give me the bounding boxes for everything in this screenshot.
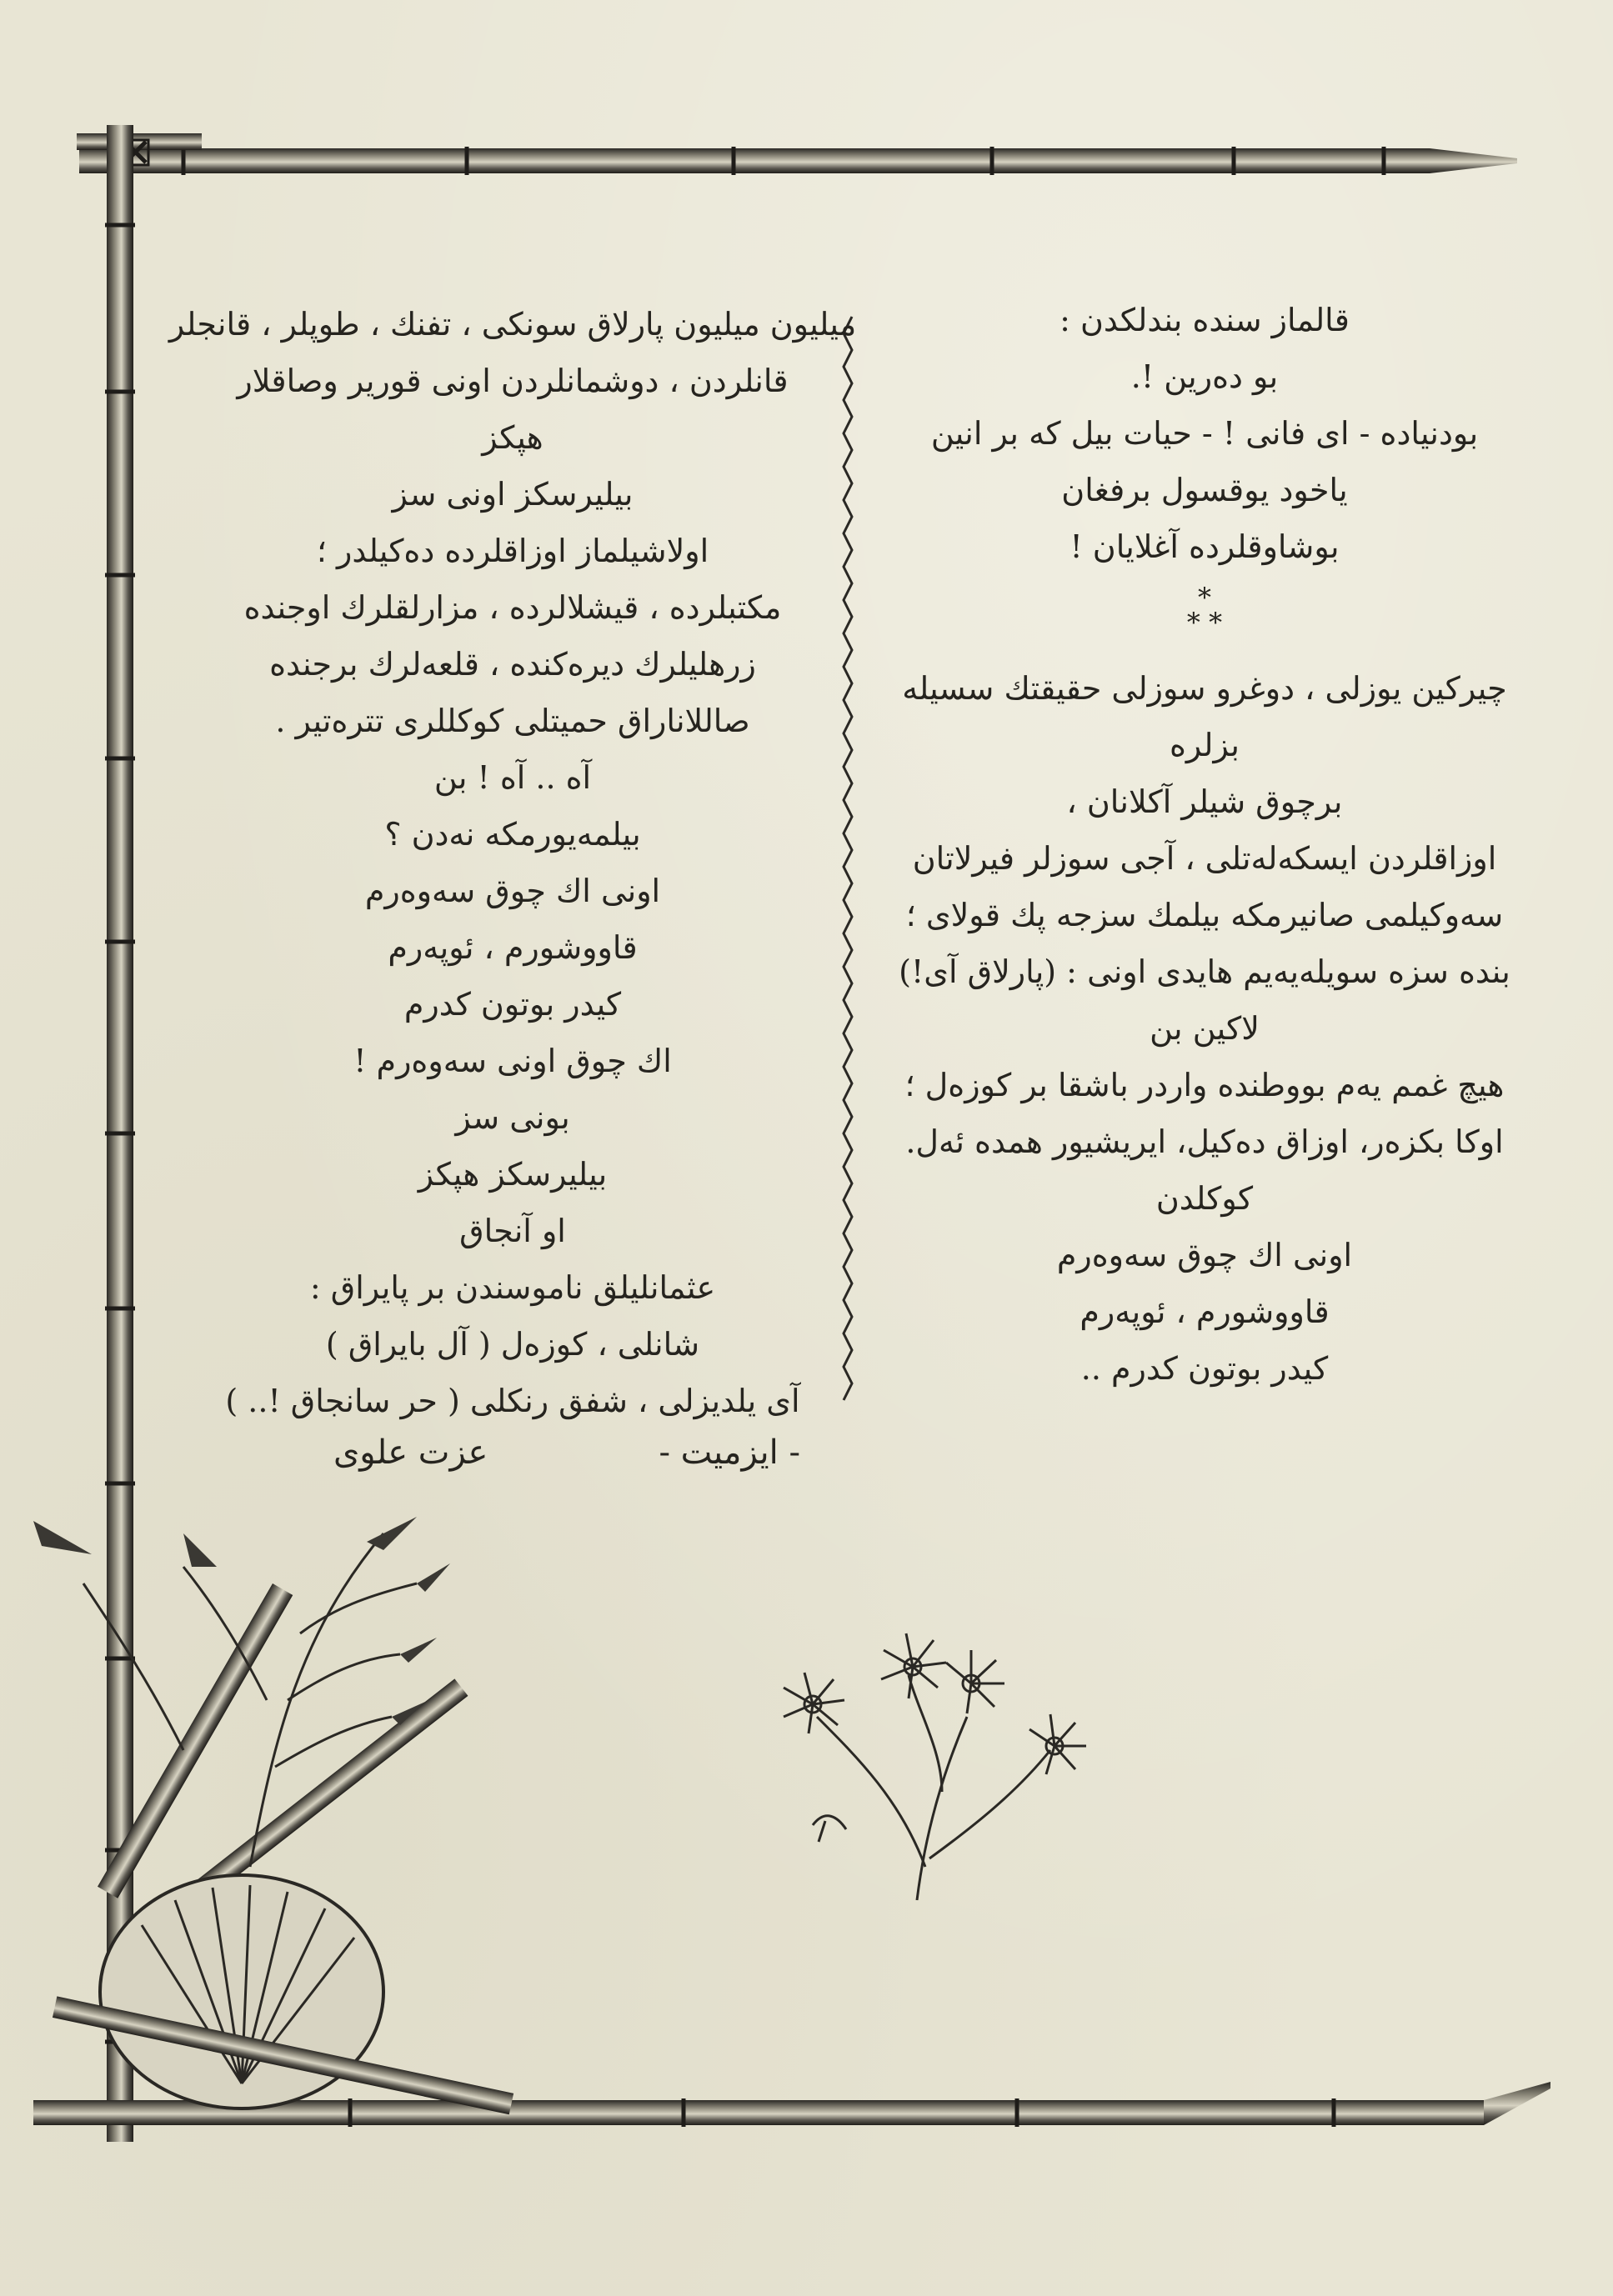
- asterism-top: *: [1198, 582, 1211, 613]
- poem-line: اونى اك چوق سەوەرم: [364, 873, 661, 909]
- poem-line: آى يلديزلى ، شفق رنكلى ( حر سانجاق !.. ): [225, 1383, 800, 1419]
- poem-signature: [333, 1433, 800, 1472]
- poem-line: قاووشورم ، ئوپەرم: [388, 929, 638, 966]
- poem-line: بيليرسكز اونى سز: [392, 476, 634, 513]
- poem-line: لاكين بن: [1150, 1010, 1260, 1047]
- poem-line: اوزاقلردن ايسكەلەتلى ، آجى سوزلر فيرلاتان: [912, 840, 1497, 877]
- poem-line: شانلى ، كوزەل ( آل بايراق ): [325, 1326, 700, 1363]
- poem-line: هيچ غمم يەم بووطنده واردر باشقا بر كوزەل ؛: [904, 1067, 1505, 1103]
- poem-line: صاللاناراق حميتلى كوكللرى تترەتير .: [275, 703, 750, 739]
- poem-line: آه .. آه ! بن: [433, 759, 592, 796]
- poem-line: قانلردن ، دوشمانلردن اونى قورير وصاقلار: [237, 363, 789, 399]
- poem-line: قالماز سنده بندلكدن :: [1059, 302, 1350, 338]
- top-bamboo-bar: [77, 133, 1517, 175]
- section-asterism: [875, 575, 1534, 660]
- poem-line: قاووشورم ، ئوپەرم: [1080, 1293, 1330, 1330]
- poem-line: اك چوق اونى سەوەرم !: [353, 1043, 672, 1079]
- poem-line: كيدر بوتون كدرم ..: [1080, 1350, 1329, 1387]
- poem-line: عثمانليلق ناموسندن بر پايراق :: [309, 1269, 716, 1306]
- right-poem-column: [875, 292, 1534, 1397]
- poem-line: بزلره: [1170, 727, 1240, 763]
- poem-line: بونى سز: [455, 1099, 570, 1136]
- signature-place: - ايزميت -: [659, 1433, 800, 1472]
- poem-line: اونى اك چوق سەوەرم: [1056, 1237, 1353, 1273]
- poem-line: بو دەرين !.: [1130, 358, 1279, 395]
- daisy-flower-sketch: [784, 1633, 1086, 1900]
- poem-line: برچوق شيلر آكلانان ،: [1066, 783, 1343, 820]
- poem-line: چيركين يوزلى ، دوغرو سوزلى حقيقتك سسيله: [902, 670, 1507, 707]
- poem-line: سەوكيلمى صانيرمكه بيلمك سزجه پك قولاى ؛: [905, 897, 1504, 933]
- poem-line: ياخود يوقسول برفغان: [1061, 472, 1348, 508]
- poem-line: او آنجاق: [459, 1213, 566, 1249]
- asterism-bottom: * *: [1186, 607, 1223, 638]
- left-poem-column: [158, 296, 867, 1429]
- poem-line: بنده سزه سويلەيەيم هايدى اونى : (پارلاق آى!): [899, 953, 1510, 990]
- poem-line: كوكلدن: [1155, 1180, 1254, 1217]
- poem-line: ميليون ميليون پارلاق سونكى ، تفنك ، طوپلر ، قانجلر: [168, 306, 857, 343]
- signature-author: عزت علوى: [333, 1433, 488, 1472]
- poem-line: بيلمەيورمكه نەدن ؟: [384, 816, 641, 853]
- poem-line: اوكا بكزەر، اوزاق دەكيل، ايريشيور همدە ئەل.: [905, 1123, 1504, 1160]
- poem-line: بوشاوقلرده آغلايان !: [1069, 528, 1340, 565]
- poem-line: مكتبلرده ، قيشلالرده ، مزارلقلرك اوجنده: [243, 589, 782, 626]
- bamboo-fan-vignette: [33, 1517, 513, 2114]
- poem-line: هپكز: [482, 419, 544, 456]
- poem-line: بودنياده - اى فانى ! - حيات بيل كه بر انين: [930, 415, 1479, 452]
- poem-line: بيليرسكز هپكز: [418, 1156, 608, 1193]
- poem-line: اولاشيلماز اوزاقلرده دەكيلدر ؛: [316, 533, 709, 569]
- poem-line: زرهليلرك ديرەكنده ، قلعەلرك برجنده: [269, 646, 756, 683]
- poem-line: كيدر بوتون كدرم: [403, 986, 622, 1023]
